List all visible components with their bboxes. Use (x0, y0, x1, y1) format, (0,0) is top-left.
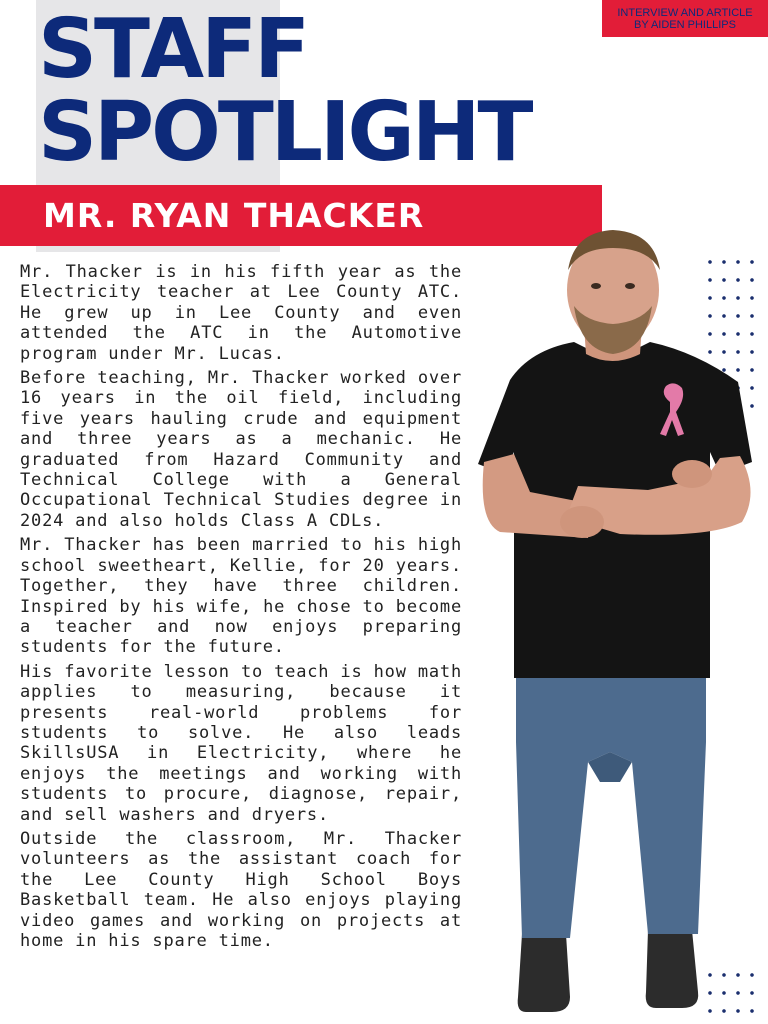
article-paragraph: Before teaching, Mr. Thacker worked over 16 years in the oil field, including five years hauling crude and equipment and three years as a mechanic. He graduated from Hazard Community and Technical College with a General Occupational Technical Studies degree in 2024 and also holds Class A CDLs. (20, 368, 462, 531)
article-paragraph: Mr. Thacker is in his fifth year as the Electricity teacher at Lee County ATC. He grew up in Lee County and even attended the ATC in the Automotive program under Mr. Lucas. (20, 262, 462, 364)
article-paragraph: Outside the classroom, Mr. Thacker volunteers as the assistant coach for the Lee County High School Boys Basketball team. He also enjoys playing video games and working on projects at home in his spare time. (20, 828, 462, 951)
author-credit-line2: BY AIDEN PHILLIPS (634, 19, 736, 31)
page-title-line2: SPOTLIGHT (38, 85, 531, 180)
author-credit-line1: INTERVIEW AND ARTICLE (617, 7, 753, 19)
article-body (20, 262, 462, 955)
article-paragraph: Mr. Thacker has been married to his high school sweetheart, Kellie, for 20 years. Together, they have three children. Inspired by his wife, he chose to become a teacher and now enjoys preparing students for the future. (20, 535, 462, 658)
page-title-line1: STAFF (38, 2, 308, 97)
author-credit (602, 0, 768, 37)
teacher-name: MR. RYAN THACKER (43, 196, 425, 235)
article-paragraph: His favorite lesson to teach is how math applies to measuring, because it presents real-world problems for students to solve. He also leads SkillsUSA in Electricity, where he enjoys the meetings and working with students to procure, diagnose, repair, and sell washers and dryers. (20, 661, 462, 825)
teacher-photo (470, 222, 760, 1022)
